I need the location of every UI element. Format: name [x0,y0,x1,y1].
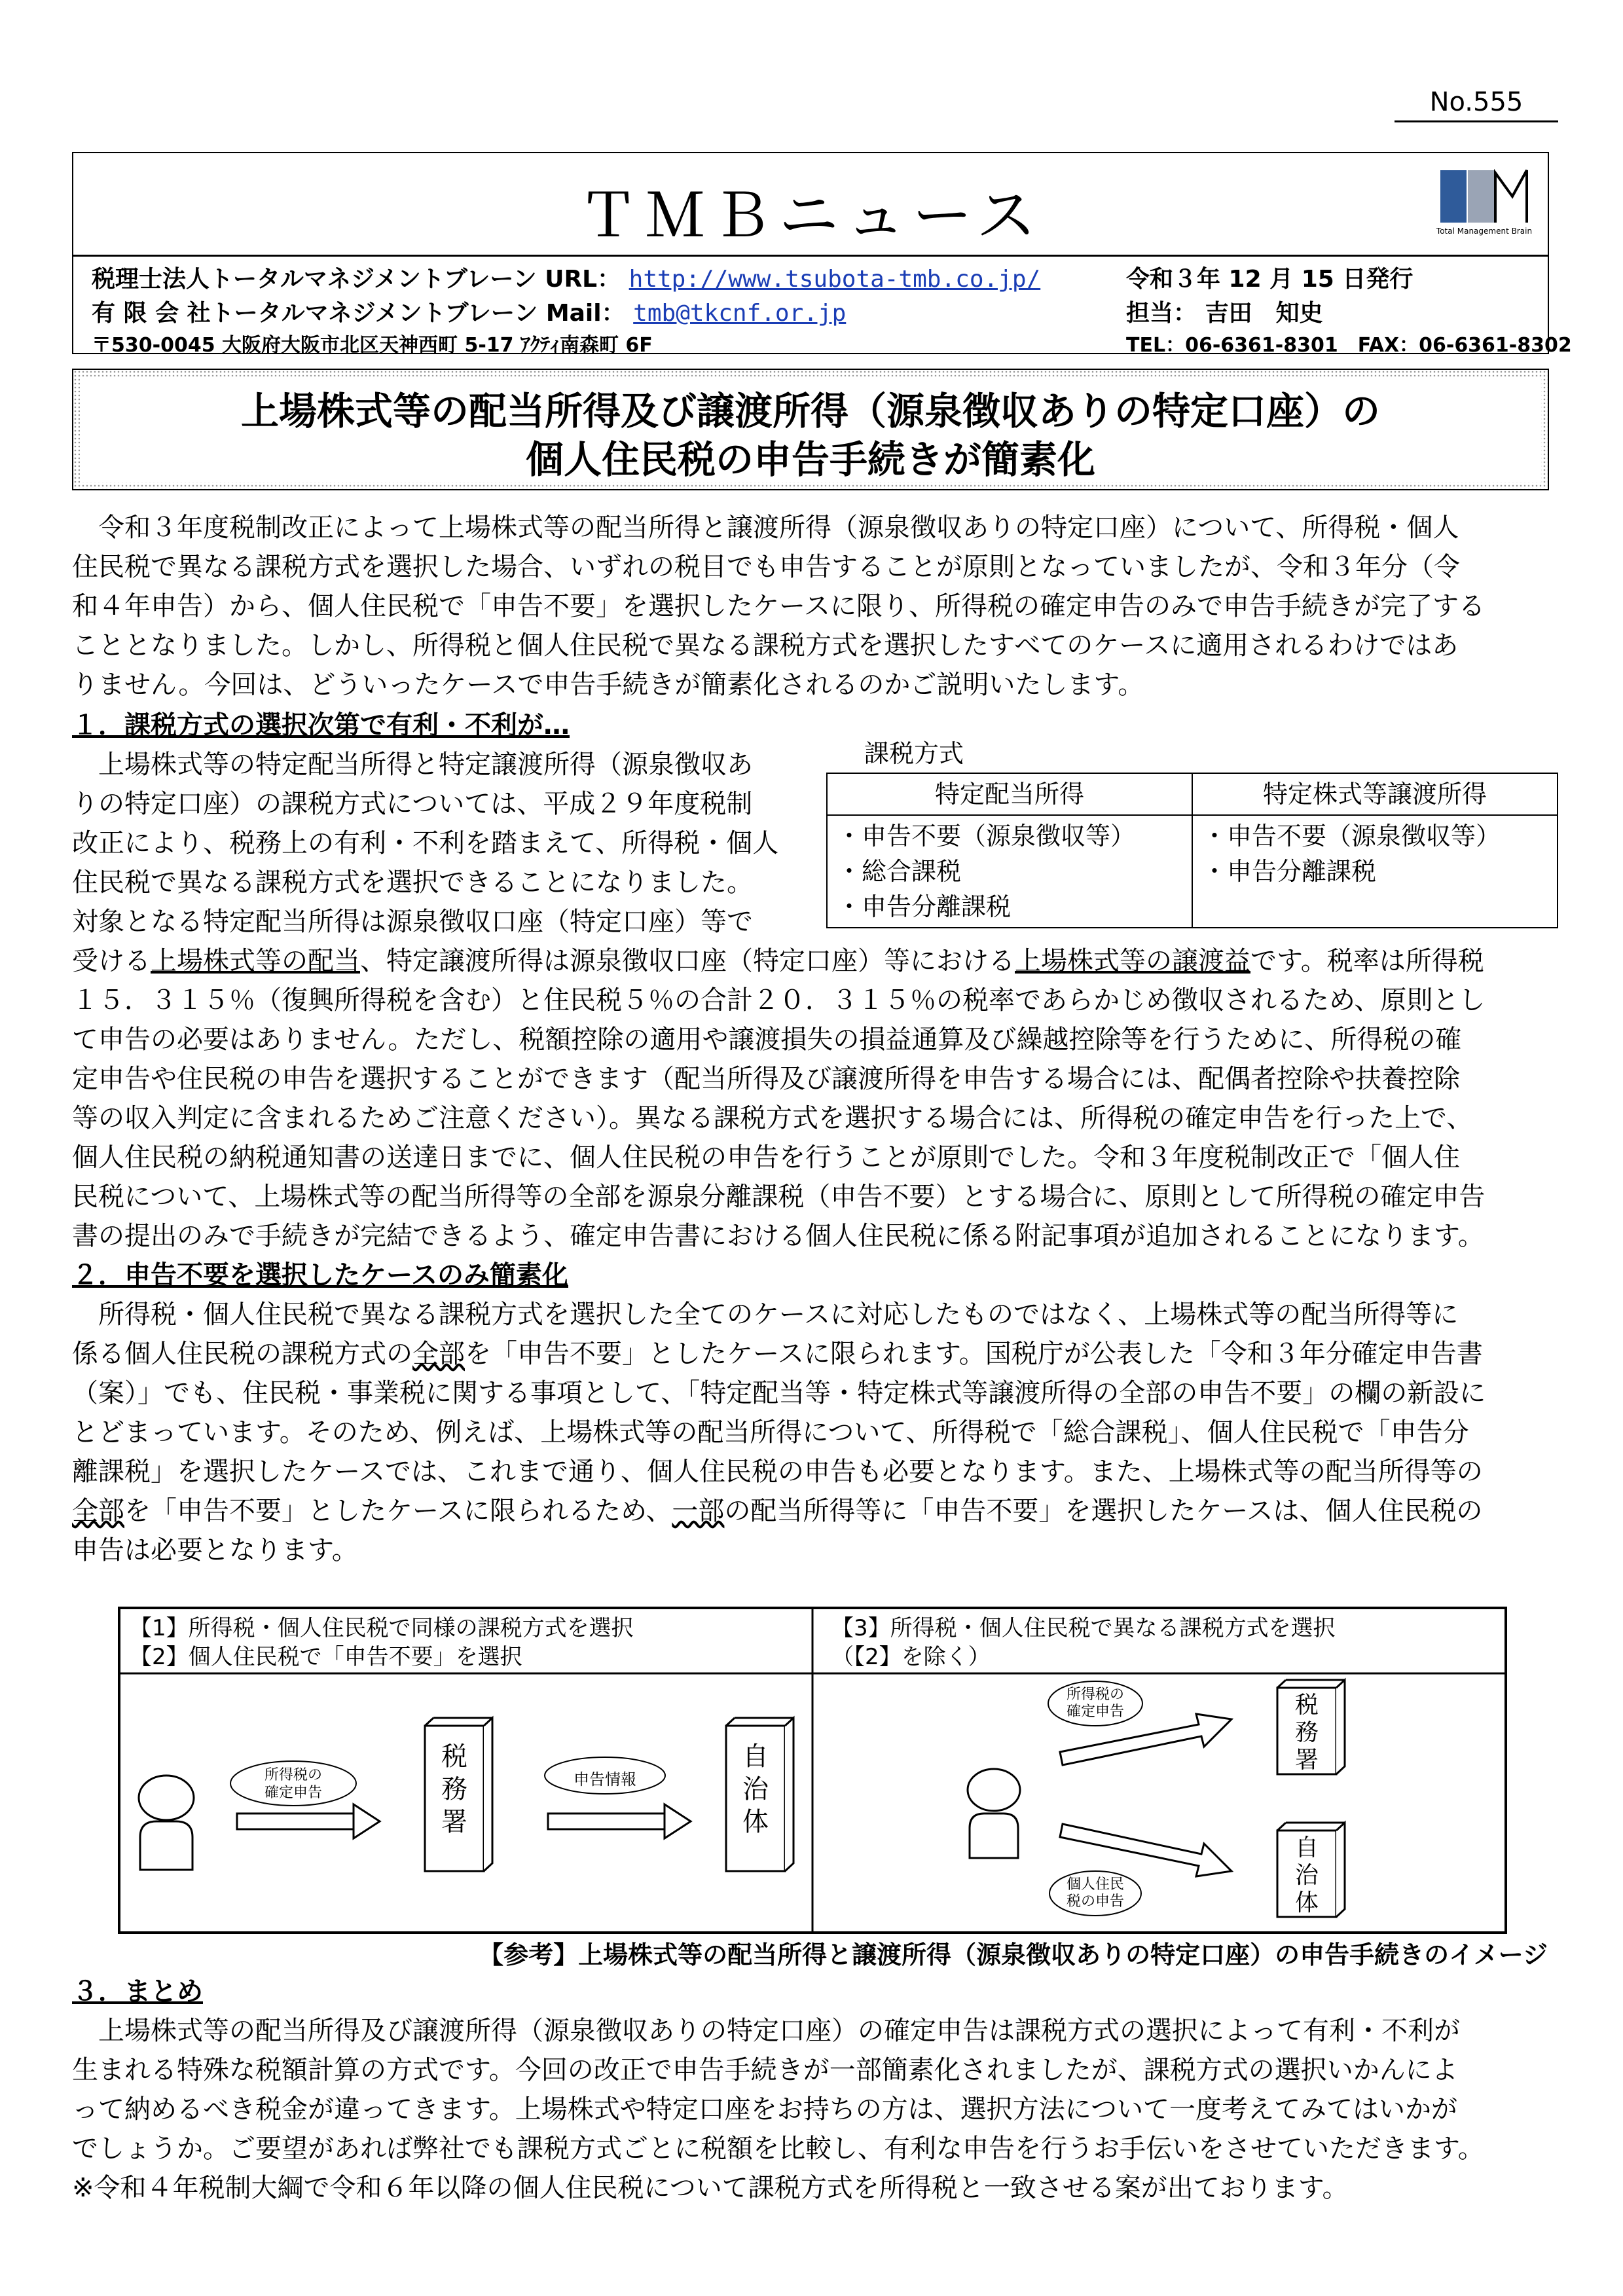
label-line: 所得税の [1066,1686,1124,1703]
underlined-term: 全部 [72,1496,124,1526]
publisher-line-2 [92,295,846,328]
left-panel-header-1: 【1】所得税・個人住民税で同様の課税方式を選択 [130,1615,634,1641]
label-char: 治 [1294,1862,1319,1889]
company-logo [1435,166,1533,240]
text-line: りの特定口座）の課税方式については、平成２９年度税制 [72,789,753,819]
text-line: 上場株式等の配当所得及び譲渡所得（源泉徴収ありの特定口座）の確定申告は課税方式の選択によって有利・不利が [72,2016,1460,2046]
text-line [72,1334,1550,1374]
section-3-body [72,2011,1550,2208]
municipality-label [726,1740,785,1838]
list-item: ・申告分離課税 [1202,857,1377,886]
person-icon [968,1769,1020,1858]
contact-name: 吉田 知史 [1205,300,1323,327]
text-line [72,1491,1550,1531]
label-char: 税 [1294,1692,1319,1719]
procedure-diagram [118,1607,1507,1934]
section-1-wrapped-text [72,745,812,941]
text-span: を「申告不要」としたケースに限られます。国税庁が公表した「令和３年分確定申告書 [465,1339,1483,1369]
text-line: １５．３１５％（復興所得税を含む）と住民税５％の合計２０．３１５％の税率であらかじめ徴収されるため、原則とし [72,985,1486,1015]
tax-method-table [826,773,1558,928]
transfer-methods-cell [1192,815,1558,928]
text-line: 令和３年度税制改正によって上場株式等の配当所得と譲渡所得（源泉徴収ありの特定口座）について、所得税・個人 [72,513,1459,543]
tax-table-caption: 課税方式 [864,739,964,768]
label-line: 税の申告 [1066,1893,1124,1910]
text-line [72,941,1550,981]
text-line: 生まれる特殊な税額計算の方式です。今回の改正で申告手続きが一部簡素化されましたが、課税方式の選択いかんによ [72,2055,1458,2085]
tax-return-label [230,1766,356,1802]
section-2-body [72,1295,1550,1570]
section-1-heading: １．課税方式の選択次第で有利・不利が… [72,710,570,740]
label-char: 署 [1294,1747,1319,1774]
col-header-dividend: 特定配当所得 [827,773,1192,815]
underlined-term: 一部 [672,1496,725,1526]
text-line: 上場株式等の特定配当所得と特定譲渡所得（源泉徴収あ [72,750,753,780]
issue-date: 令和３年 12 月 15 日発行 [1126,266,1413,293]
resident-tax-label [1056,1876,1135,1910]
newsletter-title: ＴＭＢニュース [578,181,1043,251]
issue-number: No.555 [1395,84,1558,122]
website-link[interactable]: http://www.tsubota-tmb.co.jp/ [629,266,1041,293]
right-panel-graphics [812,1673,1504,1931]
text-line: 和４年申告）から、個人住民税で「申告不要」を選択したケースに限り、所得税の確定申告のみで申告手続きが完了する [72,591,1485,621]
diagram-caption: 【参考】上場株式等の配当所得と譲渡所得（源泉徴収ありの特定口座）の申告手続きのイメージ [479,1941,1548,1969]
text-line: ※令和４年税制大綱で令和６年以降の個人住民税について課税方式を所得税と一致させる案が出ております。 [72,2173,1349,2203]
text-line: 民税について、上場株式等の配当所得等の全部を源泉分離課税（申告不要）とする場合に、原則として所得税の確定申告 [72,1182,1486,1212]
label-line: 個人住民 [1066,1876,1124,1893]
text-line: 所得税・個人住民税で異なる課税方式を選択した全てのケースに対応したものではなく、上場株式等の配当所得等に [72,1300,1459,1330]
contact-person [1126,295,1323,328]
text-line: 離課税」を選択したケースでは、これまで通り、個人住民税の申告も必要となります。また、上場株式等の配当所得等の [72,1457,1483,1487]
text-line: 定申告や住民税の申告を選択することができます（配当所得及び譲渡所得を申告する場合には、配偶者控除や扶養控除 [72,1064,1460,1094]
publisher-line-1 [92,261,1040,294]
label-char: 署 [441,1807,467,1837]
text-line: 申告は必要となります。 [72,1535,358,1565]
section-1-body [72,941,1550,1256]
underlined-term: 全部 [412,1339,465,1369]
right-municipality-label [1277,1834,1336,1917]
right-tax-office-label [1277,1692,1336,1774]
tax-method-table-wrap [826,773,1558,928]
list-item: ・申告不要（源泉徴収等） [837,822,1136,850]
email-link[interactable]: tmb@tkcnf.or.jp [633,300,847,327]
tax-office-label [425,1740,484,1838]
label-char: 治 [742,1774,769,1804]
text-line: 住民税で異なる課税方式を選択できることになりました。 [72,867,753,898]
headline-line-2: 個人住民税の申告手続きが簡素化 [525,437,1095,482]
text-line: 個人住民税の納税通知書の送達日までに、個人住民税の申告を行うことが原則でした。令和３年度税制改正で「個人住 [72,1142,1460,1173]
list-item: ・総合課税 [837,857,962,886]
article-headline-box [72,369,1549,490]
text-line: 書の提出のみで手続きが完結できるよう、確定申告書における個人住民税に係る附記事項が追加されることになります。 [72,1221,1484,1251]
underlined-term: 上場株式等の譲渡益 [1015,946,1250,976]
text-line: （案）」でも、住民税・事業税に関する事項として、「特定配当等・特定株式等譲渡所得の全部の申告不要」の欄の新設に [72,1378,1486,1408]
text-line: 対象となる特定配当所得は源泉徴収口座（特定口座）等で [72,907,753,937]
text-line: 住民税で異なる課税方式を選択した場合、いずれの税目でも申告することが原則となっていましたが、令和３年分（令 [72,552,1460,582]
underlined-term: 上場株式等の配当 [151,946,360,976]
intro-paragraph [72,508,1550,704]
text-line: こととなりました。しかし、所得税と個人住民税で異なる課税方式を選択したすべてのケースに適用されるわけではあ [72,630,1459,661]
label-line: 確定申告 [1066,1704,1124,1720]
label-char: 務 [441,1774,467,1804]
text-line: でしょうか。ご要望があれば弊社でも課税方式ごとに税額を比較し、有利な申告を行うお手伝いをさせていただきます。 [72,2134,1484,2164]
headline-line-1: 上場株式等の配当所得及び譲渡所得（源泉徴収ありの特定口座）の [240,389,1380,433]
label-char: 体 [1294,1889,1319,1916]
text-line: りません。今回は、どういったケースで申告手続きが簡素化されるのかご説明いたします。 [72,670,1144,700]
text-span: です。税率は所得税 [1250,946,1484,976]
newsletter-header [72,152,1572,357]
label-char: 税 [441,1741,467,1772]
company-name-mail-label: 有 限 会 社トータルマネジメントブレーン Mail： [92,300,625,327]
section-3-heading: ３．まとめ [72,1977,203,2007]
text-line: とどまっています。そのため、例えば、上場株式等の配当所得について、所得税で「総合課税」、個人住民税で「申告分 [72,1417,1469,1448]
text-line: 改正により、税務上の有利・不利を踏まえて、所得税・個人 [72,828,779,858]
tel-fax: TEL：06-6361-8301 FAX：06-6361-8302 [1126,334,1572,357]
label-char: 自 [1294,1834,1319,1861]
contact-label: 担当： [1126,300,1197,327]
info-label: 申告情報 [574,1770,636,1789]
text-line: って納めるべき税金が違ってきます。上場株式や特定口座をお持ちの方は、選択方法について一度考えてみてはいかが [72,2094,1457,2124]
header-divider [73,255,1548,257]
right-tax-return-label [1056,1686,1135,1721]
person-icon [139,1776,194,1870]
list-item: ・申告不要（源泉徴収等） [1202,822,1501,850]
right-panel-header-2: （【2】を除く） [831,1644,991,1670]
right-panel-header-1: 【3】所得税・個人住民税で異なる課税方式を選択 [831,1615,1336,1641]
text-span: の配当所得等に「申告不要」を選択したケースは、個人住民税の [724,1496,1483,1526]
text-span: 係る個人住民税の課税方式の [72,1339,412,1369]
logo-caption: Total Management Brain [1436,227,1533,236]
section-2-heading: ２．申告不要を選択したケースのみ簡素化 [72,1260,568,1290]
text-span: 、特定譲渡所得は源泉徴収口座（特定口座）等における [360,946,1015,976]
dividend-methods-cell [827,815,1192,928]
firm-name-url-label: 税理士法人トータルマネジメントブレーン URL： [92,266,621,293]
label-char: 務 [1294,1719,1319,1746]
text-line: て申告の必要はありません。ただし、税額控除の適用や譲渡損失の損益通算及び繰越控除等を行うために、所得税の確 [72,1025,1462,1055]
text-span: を「申告不要」としたケースに限られるため、 [124,1496,672,1526]
address: 〒530-0045 大阪府大阪市北区天神西町 5-17 ｱｸﾃｨ南森町 6F [92,334,653,357]
left-panel-header-2: 【2】個人住民税で「申告不要」を選択 [130,1644,522,1670]
col-header-transfer: 特定株式等譲渡所得 [1192,773,1558,815]
list-item: ・申告分離課税 [837,892,1012,921]
text-span: 受ける [72,946,151,976]
text-line: 等の収入判定に含まれるためご注意ください）。異なる課税方式を選択する場合には、所得税の確定申告を行った上で、 [72,1103,1473,1133]
label-line: 確定申告 [264,1785,322,1801]
label-line: 所得税の [264,1767,322,1783]
label-char: 自 [742,1741,769,1772]
label-char: 体 [742,1807,769,1837]
